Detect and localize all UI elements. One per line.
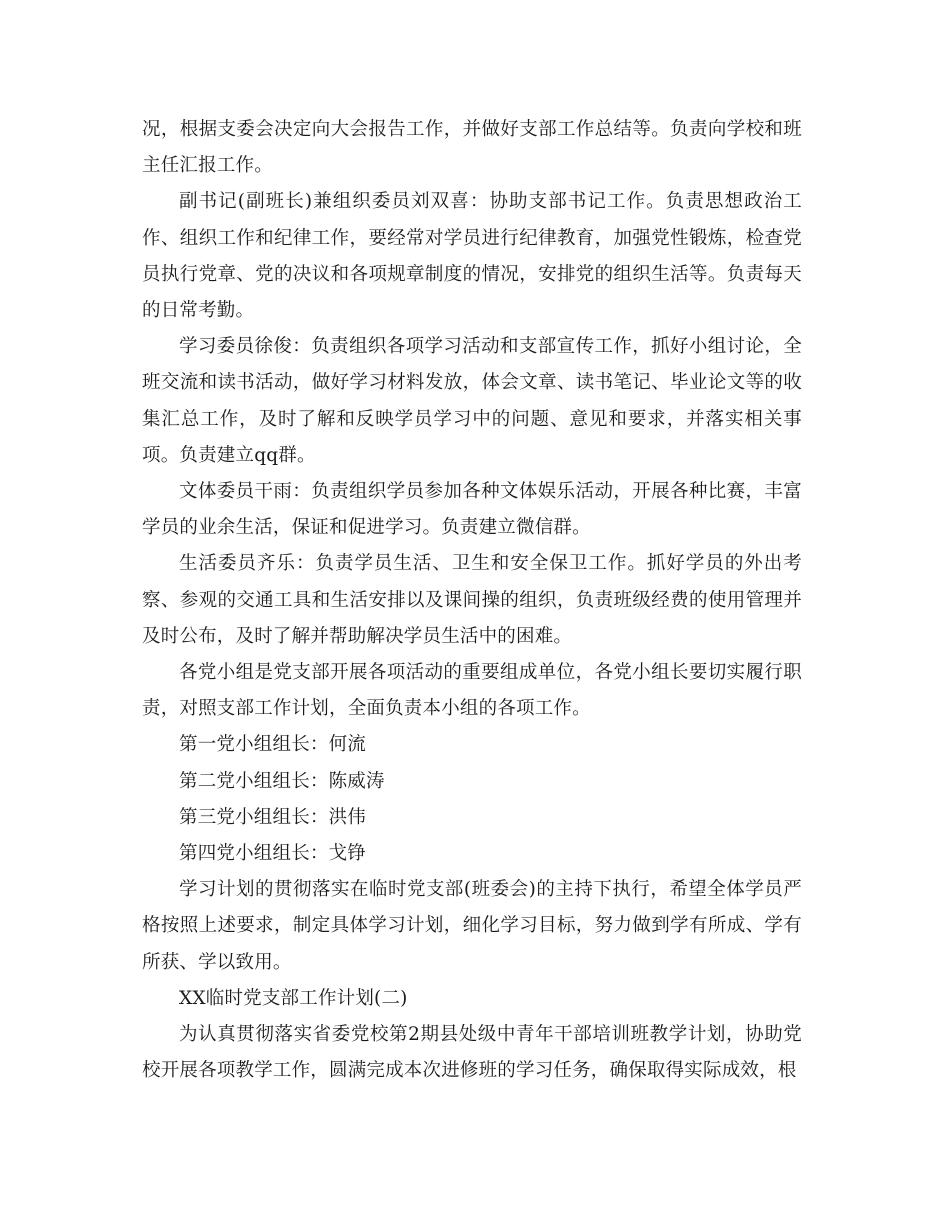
section-heading: XX临时党支部工作计划(二) xyxy=(179,987,408,1009)
paragraph-culture-sports-committee: 文体委员干雨：负责组织学员参加各种文体娱乐活动，开展各种比赛，丰富学员的业余生活，保证和促进学习。负责建立微信群。 xyxy=(142,481,802,539)
group-leader-2: 第二党小组组长：陈威涛 xyxy=(179,770,385,792)
paragraph-plan-implementation: 学习计划的贯彻落实在临时党支部(班委会)的主持下执行，希望全体学员严格按照上述要求，制定具体学习计划，细化学习目标，努力做到学有所成、学有所获、学以致用。 xyxy=(142,879,802,973)
paragraph-deputy-secretary: 副书记(副班长)兼组织委员刘双喜：协助支部书记工作。负责思想政治工作、组织工作和纪律工作，要经常对学员进行纪律教育，加强党性锻炼，检查党员执行党章、党的决议和各项规章制度的情况，安排党的组织生活等。负责每天的日常考勤。 xyxy=(142,191,802,322)
paragraph-continuation: 况，根据支委会决定向大会报告工作，并做好支部工作总结等。负责向学校和班主任汇报工作。 xyxy=(142,119,802,177)
paragraph-party-groups: 各党小组是党支部开展各项活动的重要组成单位，各党小组长要切实履行职责，对照支部工作计划，全面负责本小组的各项工作。 xyxy=(142,662,802,720)
group-leader-4: 第四党小组组长：戈铮 xyxy=(179,843,367,865)
paragraph-life-committee: 生活委员齐乐：负责学员生活、卫生和安全保卫工作。抓好学员的外出考察、参观的交通工具和生活安排以及课间操的组织，负责班级经费的使用管理并及时公布，及时了解并帮助解决学员生活中的困难。 xyxy=(142,553,802,647)
document-body xyxy=(142,112,802,1089)
paragraph-intro-part-two: 为认真贯彻落实省委党校第2期县处级中青年干部培训班教学计划，协助党校开展各项教学工作，圆满完成本次进修班的学习任务，确保取得实际成效，根 xyxy=(142,1024,802,1082)
paragraph-study-committee: 学习委员徐俊：负责组织各项学习活动和支部宣传工作，抓好小组讨论，全班交流和读书活动，做好学习材料发放，体会文章、读书笔记、毕业论文等的收集汇总工作，及时了解和反映学员学习中的问题、意见和要求，并落实相关事项。负责建立qq群。 xyxy=(142,336,802,466)
group-leader-1: 第一党小组组长：何流 xyxy=(179,734,367,756)
group-leader-3: 第三党小组组长：洪伟 xyxy=(179,806,367,828)
